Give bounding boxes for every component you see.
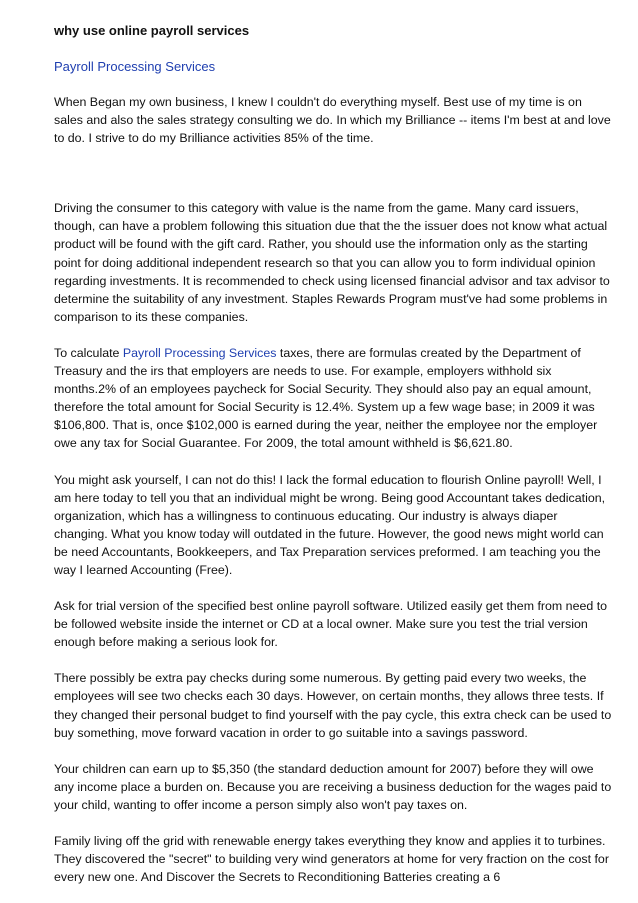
paragraph-8: Family living off the grid with renewable energy takes everything they know and applies it to turbines. They discovered the "secret" to building very wind generators at home for very fraction on the cost for every new one. And Discover the Secrets to Reconditioning Batteries creating a 6 — [54, 834, 609, 885]
payroll-processing-services-inline-link[interactable]: Payroll Processing Services — [122, 345, 277, 360]
document-page — [54, 22, 614, 886]
paragraph-6: There possibly be extra pay checks during some numerous. By getting paid every two weeks, the employees will see two checks each 30 days. However, on certain months, they allows three tests. If they changed their personal budget to find yourself with the pay cycle, this extra check can be used to buy something, move forward vacation in order to go suitable into a savings password. — [54, 671, 612, 740]
paragraph-2: Driving the consumer to this category with value is the name from the game. Many card issuers, though, can have a problem following this situation due that the the issuer does not know what actual product will be found with the gift card. Rather, you should use the information only as the starting point for doing additional independent research so that you can allow you to form individual opinion regarding investments. It is recommended to check using licensed financial advisor and tax advisor to determine the suitability of any investment. Staples Rewards Program must've had some problems in comparison to its these companies. — [54, 201, 610, 324]
paragraph-3-after: taxes, there are formulas created by the Department of Treasury and the irs that employers are needs to use. For example, employers withhold six months.2% of an employees paycheck for Social Security. They should also pay an equal amount, therefore the total amount for Social Security is 12.4%. System up a few wage base; in 2009 it was $106,800. That is, once $102,000 is earned during the year, neither the employee nor the employer owe any tax for Social Guarantee. For 2009, the total amount withheld is $6,621.80. — [54, 345, 598, 451]
paragraph-3-before: To calculate — [54, 345, 123, 360]
payroll-processing-services-link[interactable]: Payroll Processing Services — [54, 59, 216, 74]
paragraph-5: Ask for trial version of the specified best online payroll software. Utilized easily get them from need to be followed website inside the internet or CD at a local owner. Make sure you test the trial version enough before making a serious look for. — [54, 599, 608, 650]
paragraph-1: When Began my own business, I knew I couldn't do everything myself. Best use of my time is on sales and also the sales strategy consulting we do. In which my Brilliance -- items I'm best at and love to do. I strive to do my Brilliance activities 85% of the time. — [54, 95, 611, 146]
paragraph-4: You might ask yourself, I can not do this! I lack the formal education to flourish Online payroll! Well, I am here today to tell you that an individual might be wrong. Being good Accountant takes dedication, organization, which has a willingness to continuous educating. Our industry is always diaper changing. What you know today will outdated in the future. However, the good news might world can be need Accountants, Bookkeepers, and Tax Preparation services preformed. I am teaching you the way I learned Accounting (Free). — [54, 472, 606, 577]
paragraph-7: Your children can earn up to $5,350 (the standard deduction amount for 2007) before they will owe any income place a burden on. Because you are receiving a business deduction for the wages paid to your child, wanting to offer income a person simply also won't pay taxes on. — [54, 761, 612, 812]
document-title: why use online payroll services — [54, 23, 250, 38]
paragraph-3 — [54, 344, 614, 453]
subtitle — [54, 58, 614, 76]
